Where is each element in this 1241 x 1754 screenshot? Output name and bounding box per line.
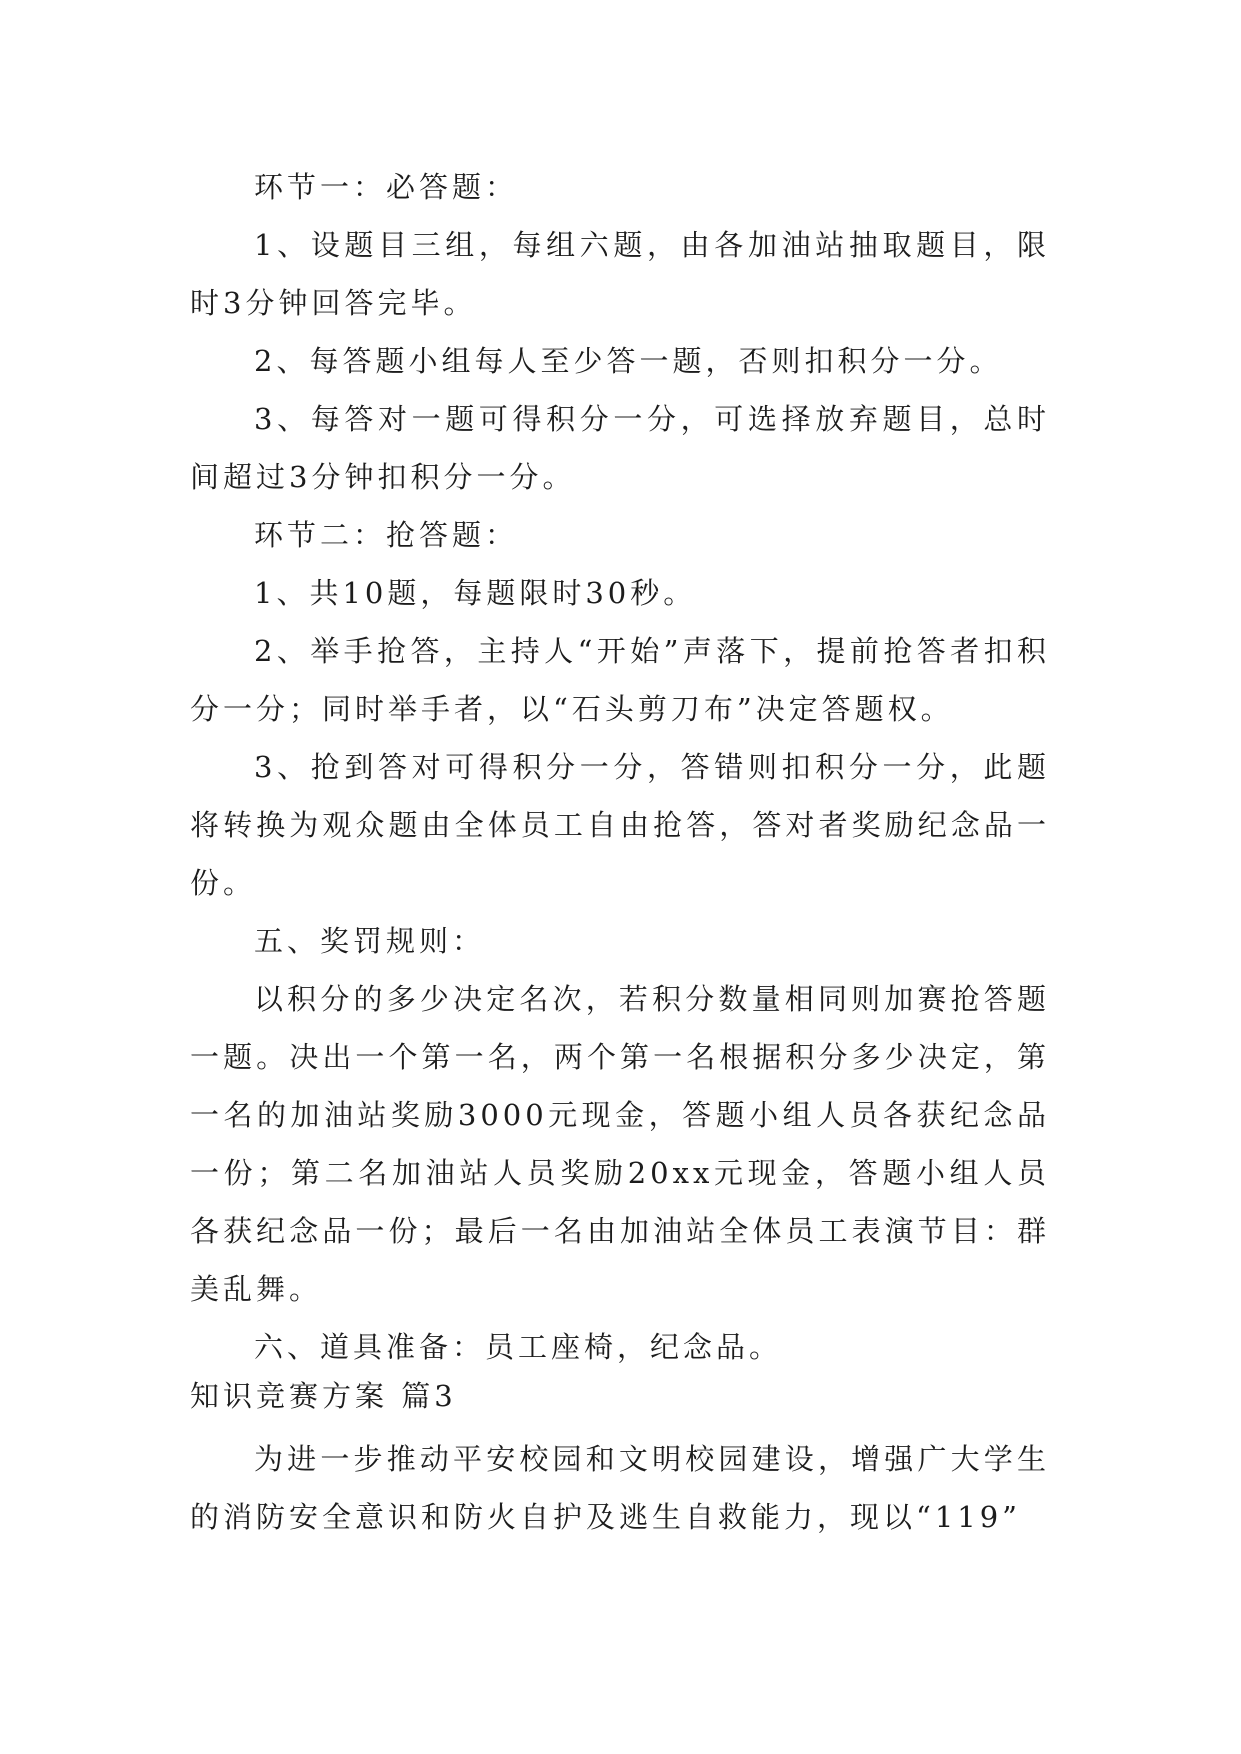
paragraph-round-two-rule-3: 3、抢到答对可得积分一分，答错则扣积分一分，此题将转换为观众题由全体员工自由抢答，答对者奖励纪念品一份。 bbox=[190, 750, 1050, 900]
paragraph-round-one-rule-2: 2、每答题小组每人至少答一题，否则扣积分一分。 bbox=[254, 344, 1003, 378]
paragraph-intro: 为进一步推动平安校园和文明校园建设，增强广大学生的消防安全意识和防火自护及逃生自救能力，现以“119” bbox=[190, 1442, 1050, 1534]
paragraph-props: 六、道具准备：员工座椅，纪念品。 bbox=[254, 1330, 783, 1364]
document-body bbox=[190, 158, 1050, 1546]
paragraph-rewards-body: 以积分的多少决定名次，若积分数量相同则加赛抢答题一题。决出一个第一名，两个第一名根据积分多少决定，第一名的加油站奖励3000元现金，答题小组人员各获纪念品一份；第二名加油站人员奖励20xx元现金，答题小组人员各获纪念品一份；最后一名由加油站全体员工表演节目：群美乱舞。 bbox=[190, 982, 1050, 1306]
paragraph-round-two-title: 环节二：抢答题： bbox=[254, 518, 519, 552]
paragraph-round-one-title: 环节一：必答题： bbox=[254, 170, 519, 204]
paragraph-rewards-title: 五、奖罚规则： bbox=[254, 924, 486, 958]
paragraph-round-one-rule-1: 1、设题目三组，每组六题，由各加油站抽取题目，限时3分钟回答完毕。 bbox=[190, 228, 1050, 320]
paragraph-round-two-rule-1: 1、共10题，每题限时30秒。 bbox=[254, 576, 697, 610]
section-heading: 知识竞赛方案 篇3 bbox=[190, 1379, 457, 1413]
paragraph-round-one-rule-3: 3、每答对一题可得积分一分，可选择放弃题目，总时间超过3分钟扣积分一分。 bbox=[190, 402, 1050, 494]
paragraph-round-two-rule-2: 2、举手抢答，主持人“开始”声落下，提前抢答者扣积分一分；同时举手者，以“石头剪刀布”决定答题权。 bbox=[190, 634, 1050, 726]
